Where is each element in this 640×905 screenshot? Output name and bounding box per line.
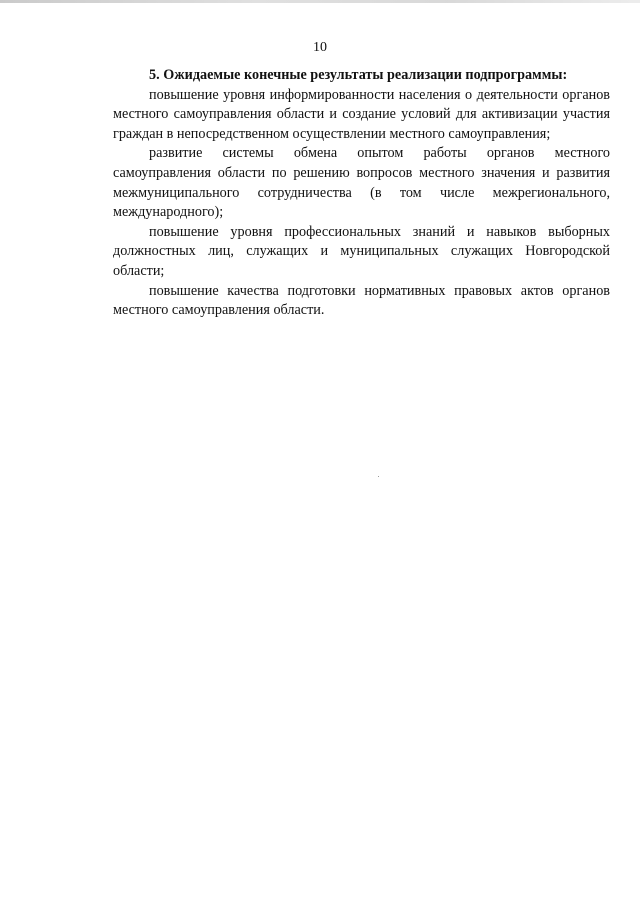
result-paragraph-4: повышение качества подготовки нормативных правовых актов органов местного самоуправления области. xyxy=(113,282,610,319)
result-paragraph-3: повышение уровня профессиональных знаний и навыков выборных должностных лиц, служащих и муниципальных служащих Новгородской области; xyxy=(113,223,610,279)
result-paragraph-2: развитие системы обмена опытом работы органов местного самоуправления области по решению вопросов местного значения и развития межмуниципального сотрудничества (в том числе межрегионального, международного); xyxy=(113,145,610,221)
scan-speck xyxy=(378,476,379,477)
scan-edge xyxy=(0,0,640,3)
result-paragraph-1: повышение уровня информированности населения о деятельности органов местного самоуправления области и создание условий для активизации участия граждан в непосредственном осуществлении местного самоуправления; xyxy=(113,86,610,142)
page-number: 10 xyxy=(313,40,327,55)
section-heading: 5. Ожидаемые конечные результаты реализации подпрограммы: xyxy=(149,67,568,83)
document-body xyxy=(113,66,610,321)
